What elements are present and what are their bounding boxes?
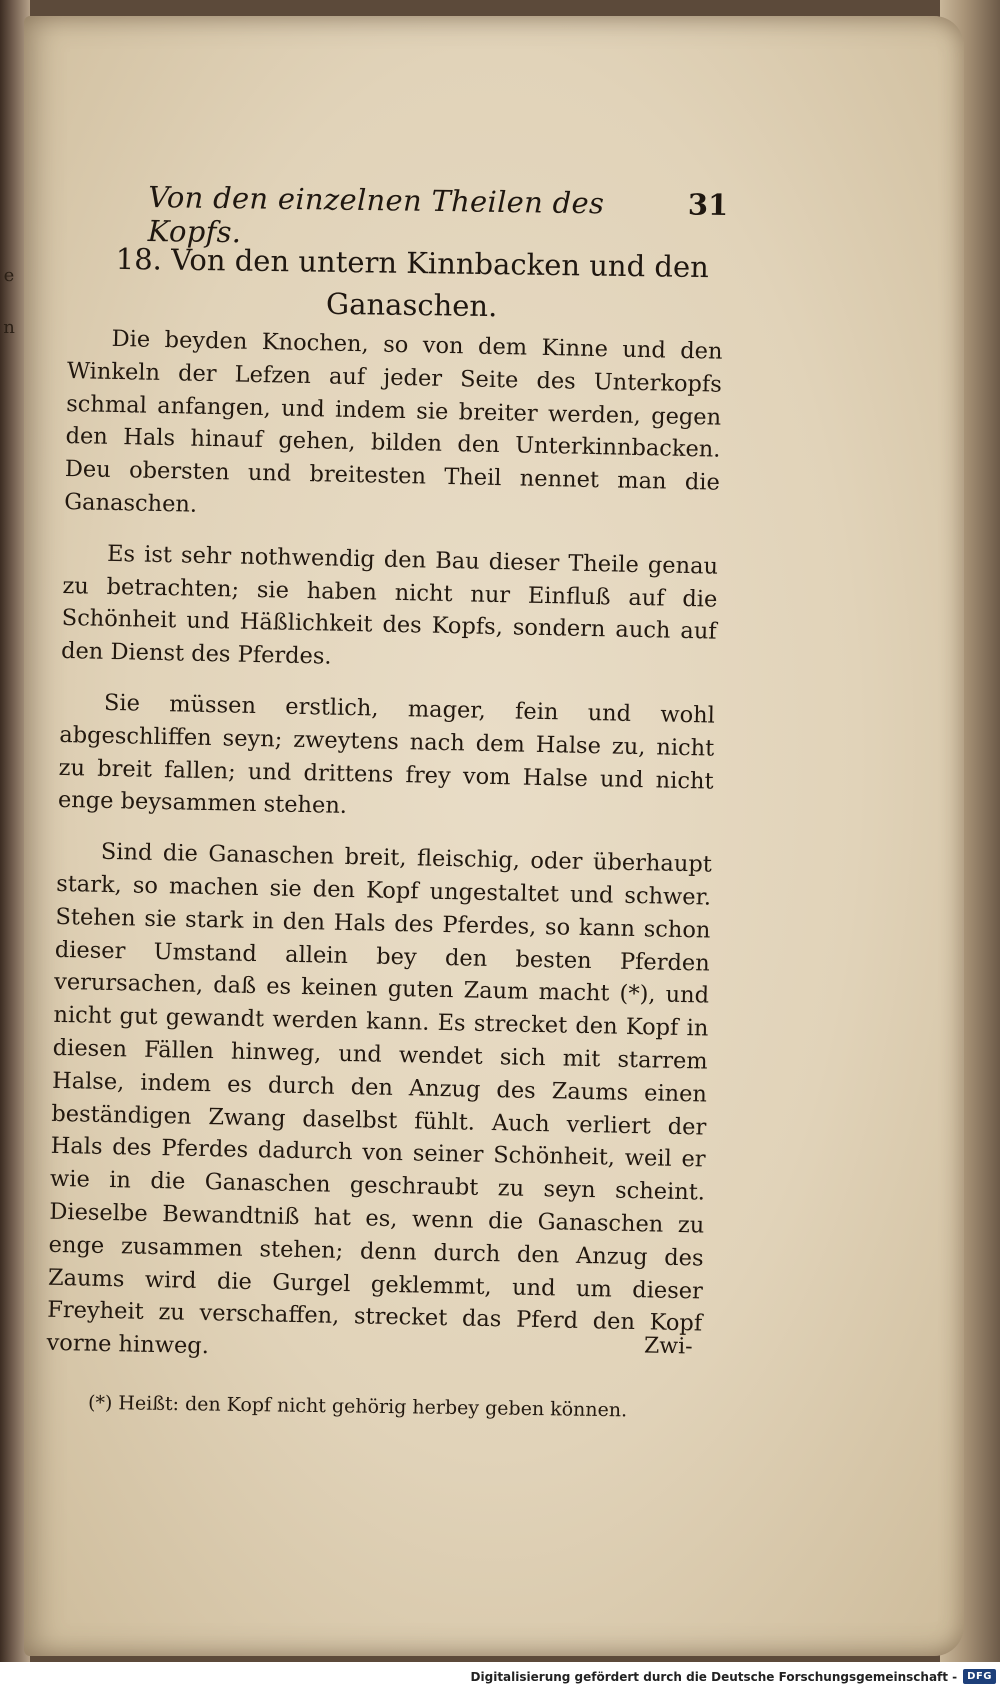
body-text [46,322,723,1391]
digitization-footer [0,1664,1000,1689]
catchword: Zwi- [643,1333,693,1360]
funding-credit: Digitalisierung gefördert durch die Deutsche Forschungsgemeinschaft - [470,1669,958,1684]
paragraph: Die beyden Knochen, so von dem Kinne und den Winkeln der Lefzen auf jeder Seite des Unterkopfs schmal anfangen, und indem sie breiter werden, gegen den Hals hinauf gehen, bilden den Unterkinnbacken. Deu obersten und breitesten Theil nennet man die Ganaschen. [63,325,723,518]
page-number: 31 [687,187,729,223]
dfg-logo: DFG [963,1669,996,1684]
paragraph: Sind die Ganaschen breit, fleischig, oder überhaupt stark, so machen sie den Kopf ungestaltet und schwer. Stehen sie stark in den Hals des Pferdes, so kann schon dieser Umstand allein bey den besten Pferden verursachen, daß es keinen guten Zaum macht (*), und nicht gut gewandt werden kann. Es strecket den Kopf in diesen Fällen hinweg, und wendet sich mit starrem Halse, indem es durch den Anzug des Zaums einen beständigen Zwang daselbst fühlt. Auch verliert der Hals des Pferdes dadurch von seiner Schönheit, weil er wie in die Ganaschen geschraubt zu seyn scheint. Dieselbe Bewandtniß hat es, wenn die Ganaschen zu enge zusammen stehen; denn durch den Anzug des Zaums wird die Gurgel geklemmt, und um dieser Freyheit zu verschaffen, strecket das Pferd den Kopf vorne hinweg. [46,838,713,1360]
margin-letter: e [3,265,15,286]
book-page [24,16,964,1656]
paragraph: Es ist sehr nothwendig den Bau dieser Theile genau zu betrachten; sie haben nicht nur Einfluß auf die Schönheit und Häßlichkeit des Kopfs, sondern auch auf den Dienst des Pferdes. [60,540,719,670]
paragraph: Sie müssen erstlich, mager, fein und wohl abgeschliffen seyn; zweytens nach dem Halse zu, nicht zu breit fallen; und drittens frey vom Halse und nicht enge beysammen stehen. [57,689,716,820]
footnote: (*) Heißt: den Kopf nicht gehörig herbey geben können. [87,1391,628,1422]
running-head: Von den einzelnen Theilen des Kopfs. [147,179,605,250]
section-heading: 18. Von den untern Kinnbacken und den Ganaschen. [115,241,710,324]
facing-page-margin [2,250,16,354]
margin-letter: n [3,317,15,338]
